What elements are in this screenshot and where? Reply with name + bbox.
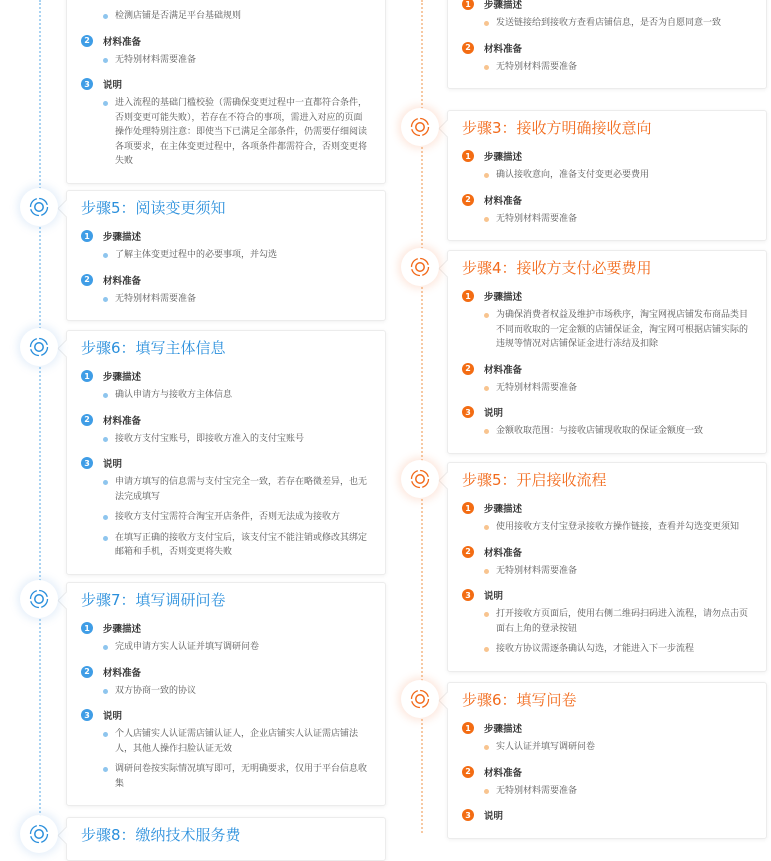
bullet-item: 为确保消费者权益及维护市场秩序，淘宝网视店铺发布商品类目不同而收取的一定金额的店铺保证金，淘宝网可根据店铺实际的违规等情况对店铺保证金进行冻结及扣除 bbox=[484, 308, 752, 352]
step-section bbox=[462, 358, 752, 396]
section-number-badge: 2 bbox=[81, 35, 93, 47]
section-label: 材料准备 bbox=[103, 667, 142, 679]
bullet-item: 了解主体变更过程中的必要事项，并勾选 bbox=[103, 248, 371, 263]
step-section bbox=[462, 37, 752, 75]
card-pointer bbox=[57, 199, 75, 217]
step-node-icon bbox=[20, 815, 58, 853]
section-header bbox=[462, 358, 752, 380]
step-node-icon bbox=[401, 248, 439, 286]
card-pointer bbox=[57, 591, 75, 609]
card-pointer bbox=[438, 119, 456, 137]
step-section bbox=[81, 452, 371, 560]
bullet-item: 接收方协议需逐条确认勾选，才能进入下一步流程 bbox=[484, 642, 752, 657]
bullet-item: 调研问卷按实际情况填写即可，无明确要求，仅用于平台信息收集 bbox=[103, 762, 371, 791]
step-card bbox=[447, 250, 767, 454]
section-number-badge: 1 bbox=[462, 502, 474, 514]
section-number-badge: 2 bbox=[462, 766, 474, 778]
step-section bbox=[462, 541, 752, 579]
section-header bbox=[81, 661, 371, 683]
section-header bbox=[81, 365, 371, 387]
step-section bbox=[81, 269, 371, 307]
section-label: 步骤描述 bbox=[484, 152, 523, 163]
bullet-item: 检测店铺是否满足平台基础规则 bbox=[103, 9, 371, 24]
step-card bbox=[66, 582, 386, 806]
bullet-item: 进入流程的基础门槛校验（需确保变更过程中一直都符合条件，否则变更可能失败），若存在不符合的事项，需进入对应的页面操作处理特别注意：即使当下已满足全部条件，仍需要仔细阅读各项要求，在主体变更过程中，各项条件都需符合，否则变更将失败 bbox=[103, 96, 371, 169]
section-header bbox=[81, 409, 371, 431]
step-section bbox=[462, 761, 752, 799]
bullet-item: 无特别材料需要准备 bbox=[103, 292, 371, 307]
section-number-badge: 2 bbox=[462, 546, 474, 558]
right-timeline-column bbox=[381, 0, 766, 833]
section-label: 材料准备 bbox=[484, 195, 523, 207]
step-title: 步骤7：填写调研问卷 bbox=[81, 591, 226, 609]
section-label: 步骤描述 bbox=[484, 0, 523, 11]
section-header bbox=[462, 497, 752, 519]
bullet-item: 接收方支付宝需符合淘宝开店条件，否则无法成为接收方 bbox=[103, 510, 371, 525]
card-pointer bbox=[438, 471, 456, 489]
step-node-icon bbox=[20, 580, 58, 618]
step-title: 步骤6：填写主体信息 bbox=[81, 339, 226, 357]
step-section bbox=[81, 661, 371, 699]
section-label: 材料准备 bbox=[103, 415, 142, 427]
section-label: 说明 bbox=[484, 408, 504, 419]
section-number-badge: 2 bbox=[462, 194, 474, 206]
section-number-badge: 2 bbox=[81, 274, 93, 286]
section-label: 步骤描述 bbox=[103, 624, 142, 635]
step-section bbox=[81, 704, 371, 791]
step-card bbox=[66, 330, 386, 575]
section-number-badge: 3 bbox=[462, 406, 474, 418]
section-header bbox=[462, 541, 752, 563]
section-header bbox=[462, 189, 752, 211]
step-card bbox=[66, 190, 386, 321]
card-pointer bbox=[438, 259, 456, 277]
section-label: 步骤描述 bbox=[103, 232, 142, 243]
section-label: 步骤描述 bbox=[103, 372, 142, 383]
section-header bbox=[462, 0, 752, 15]
section-header bbox=[81, 269, 371, 291]
section-header bbox=[81, 225, 371, 247]
step-title: 步骤3：接收方明确接收意向 bbox=[462, 119, 652, 137]
bullet-item: 申请方填写的信息需与支付宝完全一致，若存在略微差异，也无法完成填写 bbox=[103, 475, 371, 504]
bullet-item: 无特别材料需要准备 bbox=[484, 784, 752, 799]
step-node-icon bbox=[401, 680, 439, 718]
section-header bbox=[462, 717, 752, 739]
section-label: 步骤描述 bbox=[484, 292, 523, 303]
section-label: 说明 bbox=[484, 591, 504, 602]
step-section bbox=[462, 584, 752, 657]
section-header bbox=[81, 73, 371, 95]
bullet-item: 金额收取范围：与接收店铺现收取的保证金额度一致 bbox=[484, 424, 752, 439]
section-label: 说明 bbox=[103, 80, 123, 91]
section-number-badge: 2 bbox=[81, 666, 93, 678]
step-section bbox=[462, 189, 752, 227]
section-header bbox=[462, 804, 752, 826]
step-section bbox=[462, 497, 752, 535]
section-label: 说明 bbox=[103, 711, 123, 722]
step-node-icon bbox=[401, 108, 439, 146]
step-section bbox=[462, 401, 752, 439]
step-section bbox=[81, 225, 371, 263]
bullet-item: 无特别材料需要准备 bbox=[103, 53, 371, 68]
section-number-badge: 3 bbox=[462, 589, 474, 601]
bullet-item: 在填写正确的接收方支付宝后，该支付宝不能注销或修改其绑定邮箱和手机，否则变更将失败 bbox=[103, 531, 371, 560]
section-header bbox=[462, 401, 752, 423]
left-timeline-column bbox=[0, 0, 385, 844]
section-label: 步骤描述 bbox=[484, 724, 523, 735]
section-header bbox=[462, 145, 752, 167]
section-label: 步骤描述 bbox=[484, 504, 523, 515]
step-section bbox=[462, 145, 752, 183]
section-label: 材料准备 bbox=[103, 36, 142, 48]
section-header bbox=[462, 584, 752, 606]
step-section bbox=[462, 717, 752, 755]
section-number-badge: 1 bbox=[81, 370, 93, 382]
step-card bbox=[447, 682, 767, 839]
bullet-item: 确认申请方与接收方主体信息 bbox=[103, 388, 371, 403]
section-number-badge: 1 bbox=[81, 230, 93, 242]
section-label: 说明 bbox=[484, 811, 504, 822]
step-section bbox=[462, 0, 752, 31]
section-number-badge: 3 bbox=[81, 78, 93, 90]
section-number-badge: 1 bbox=[462, 290, 474, 302]
section-label: 材料准备 bbox=[484, 43, 523, 55]
bullet-item: 实人认证并填写调研问卷 bbox=[484, 740, 752, 755]
card-pointer bbox=[438, 691, 456, 709]
step-card bbox=[66, 817, 386, 861]
card-pointer bbox=[57, 826, 75, 844]
bullet-item: 确认接收意向，准备支付变更必要费用 bbox=[484, 168, 752, 183]
bullet-item: 无特别材料需要准备 bbox=[484, 212, 752, 227]
step-section bbox=[81, 9, 371, 24]
section-number-badge: 3 bbox=[81, 709, 93, 721]
bullet-item: 无特别材料需要准备 bbox=[484, 60, 752, 75]
bullet-item: 打开接收方页面后，使用右侧二维码扫码进入流程，请勿点击页面右上角的登录按钮 bbox=[484, 607, 752, 636]
bullet-item: 接收方支付宝账号，即接收方准入的支付宝账号 bbox=[103, 432, 371, 447]
step-section bbox=[81, 365, 371, 403]
section-number-badge: 3 bbox=[81, 457, 93, 469]
step-section bbox=[81, 617, 371, 655]
section-header bbox=[462, 761, 752, 783]
section-header bbox=[81, 452, 371, 474]
section-number-badge: 3 bbox=[462, 809, 474, 821]
step-section bbox=[81, 30, 371, 68]
section-number-badge: 1 bbox=[462, 722, 474, 734]
step-section bbox=[81, 73, 371, 169]
bullet-item: 完成申请方实人认证并填写调研问卷 bbox=[103, 640, 371, 655]
step-node-icon bbox=[20, 188, 58, 226]
section-label: 材料准备 bbox=[484, 364, 523, 376]
bullet-item: 使用接收方支付宝登录接收方操作链接，查看并勾选变更须知 bbox=[484, 520, 752, 535]
step-node-icon bbox=[401, 460, 439, 498]
step-title: 步骤5：开启接收流程 bbox=[462, 471, 607, 489]
section-number-badge: 2 bbox=[462, 42, 474, 54]
bullet-item: 个人店铺实人认证需店铺认证人，企业店铺实人认证需店铺法人，其他人操作扫脸认证无效 bbox=[103, 727, 371, 756]
section-number-badge: 1 bbox=[81, 622, 93, 634]
step-card bbox=[447, 110, 767, 241]
step-title: 步骤4：接收方支付必要费用 bbox=[462, 259, 652, 277]
step-card bbox=[447, 0, 767, 89]
bullet-item: 双方协商一致的协议 bbox=[103, 684, 371, 699]
bullet-item: 无特别材料需要准备 bbox=[484, 381, 752, 396]
section-label: 材料准备 bbox=[484, 767, 523, 779]
step-title: 步骤8：缴纳技术服务费 bbox=[81, 826, 241, 844]
section-header bbox=[81, 30, 371, 52]
timeline-line bbox=[39, 0, 41, 833]
section-label: 说明 bbox=[103, 459, 123, 470]
step-section bbox=[462, 285, 752, 352]
card-pointer bbox=[57, 339, 75, 357]
step-card bbox=[66, 0, 386, 184]
bullet-item: 无特别材料需要准备 bbox=[484, 564, 752, 579]
section-number-badge: 1 bbox=[462, 0, 474, 10]
step-section bbox=[81, 409, 371, 447]
section-number-badge: 2 bbox=[81, 414, 93, 426]
section-number-badge: 2 bbox=[462, 363, 474, 375]
bullet-item: 发送链接给到接收方查看店铺信息，是否为自愿同意一致 bbox=[484, 16, 752, 31]
step-title: 步骤6：填写问卷 bbox=[462, 691, 577, 709]
step-card bbox=[447, 462, 767, 672]
step-section bbox=[462, 804, 752, 826]
section-number-badge: 1 bbox=[462, 150, 474, 162]
section-header bbox=[462, 285, 752, 307]
section-label: 材料准备 bbox=[103, 275, 142, 287]
step-title: 步骤5：阅读变更须知 bbox=[81, 199, 226, 217]
section-label: 材料准备 bbox=[484, 547, 523, 559]
step-node-icon bbox=[20, 328, 58, 366]
section-header bbox=[462, 37, 752, 59]
section-header bbox=[81, 704, 371, 726]
section-header bbox=[81, 617, 371, 639]
